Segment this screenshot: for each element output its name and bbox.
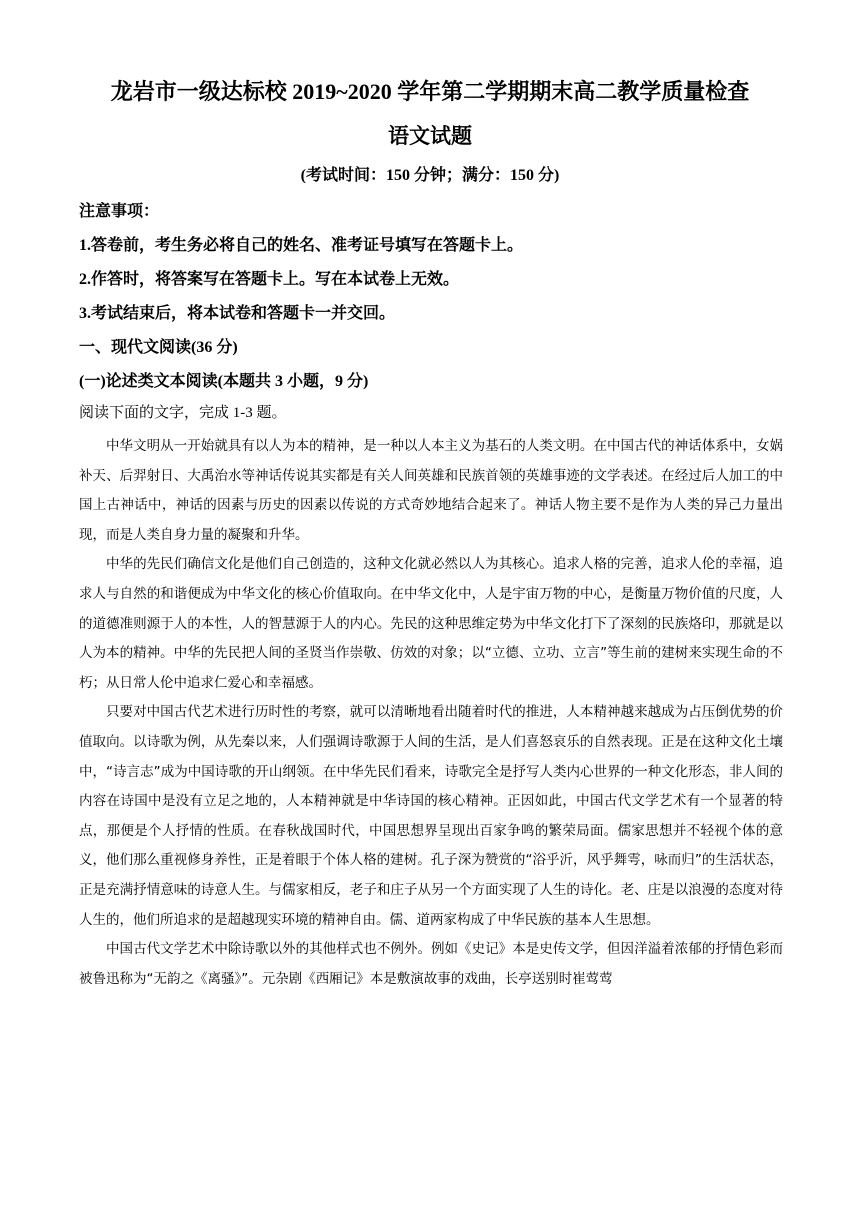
section-title: 一、现代文阅读(36 分) xyxy=(79,339,238,356)
notice-item-3: 3.考试结束后，将本试卷和答题卡一并交回。 xyxy=(79,305,396,322)
notice-item-2: 2.作答时，将答案写在答题卡上。写在本试卷上无效。 xyxy=(79,271,460,288)
notice-heading: 注意事项： xyxy=(79,203,160,220)
reading-passage xyxy=(79,432,783,994)
passage-paragraph-1: 中华文明从一开始就具有以人为本的精神，是一种以人本主义为基石的人类文明。在中国古代的神话体系中，女娲补天、后羿射日、大禹治水等神话传说其实都是有关人间英雄和民族首领的英雄事迹的文学表述。在经过后人加工的中国上古神话中，神话的因素与历史的因素以传说的方式奇妙地结合起来了。神话人物主要不是作为人类的异己力量出现，而是人类自身力量的凝聚和升华。 xyxy=(79,438,783,543)
exam-title: 龙岩市一级达标校 2019~2020 学年第二学期期末高二教学质量检查 xyxy=(110,79,750,104)
passage-paragraph-2: 中华的先民们确信文化是他们自己创造的，这种文化就必然以人为其核心。追求人格的完善，追求人伦的幸福，追求人与自然的和谐便成为中华文化的核心价值取向。在中华文化中，人是宇宙万物的中心，是衡量万物价值的尺度，人的道德准则源于人的本性，人的智慧源于人的内心。先民的这种思维定势为中华文化打下了深刻的民族烙印，那就是以人为本的精神。中华的先民把人间的圣贤当作崇敬、仿效的对象；以“立德、立功、立言”等生前的建树来实现生命的不朽；从日常人伦中追求仁爱心和幸福感。 xyxy=(79,556,783,691)
exam-subtitle: 语文试题 xyxy=(388,124,472,148)
notice-item-1: 1.答卷前，考生务必将自己的姓名、准考证号填写在答题卡上。 xyxy=(79,237,524,254)
subsection-title: (一)论述类文本阅读(本题共 3 小题，9 分) xyxy=(79,373,369,390)
exam-time-and-score: (考试时间：150 分钟；满分：150 分) xyxy=(300,167,560,184)
passage-paragraph-4: 中国古代文学艺术中除诗歌以外的其他样式也不例外。例如《史记》本是史传文学，但因洋溢着浓郁的抒情色彩而被鲁迅称为“无韵之《离骚》”。元杂剧《西厢记》本是敷演故事的戏曲，长亭送别时崔莺莺 xyxy=(79,941,783,987)
reading-instruction: 阅读下面的文字，完成 1-3 题。 xyxy=(79,405,287,421)
passage-paragraph-3: 只要对中国古代艺术进行历时性的考察，就可以清晰地看出随着时代的推进，人本精神越来越成为占压倒优势的价值取向。以诗歌为例，从先秦以来，人们强调诗歌源于人间的生活，是人们喜怒哀乐的自然表现。正是在这种文化土壤中，“诗言志”成为中国诗歌的开山纲领。在中华先民们看来，诗歌完全是抒写人类内心世界的一种文化形态，非人间的内容在诗国中是没有立足之地的，人本精神就是中华诗国的核心精神。正因如此，中国古代文学艺术有一个显著的特点，那便是个人抒情的性质。在春秋战国时代，中国思想界呈现出百家争鸣的繁荣局面。儒家思想并不轻视个体的意义，他们那么重视修身养性，正是着眼于个体人格的建树。孔子深为赞赏的“浴乎沂，风乎舞雩，咏而归”的生活状态，正是充满抒情意味的诗意人生。与儒家相反，老子和庄子从另一个方面实现了人生的诗化。老、庄是以浪漫的态度对待人生的，他们所追求的是超越现实环境的精神自由。儒、道两家构成了中华民族的基本人生思想。 xyxy=(79,704,783,928)
